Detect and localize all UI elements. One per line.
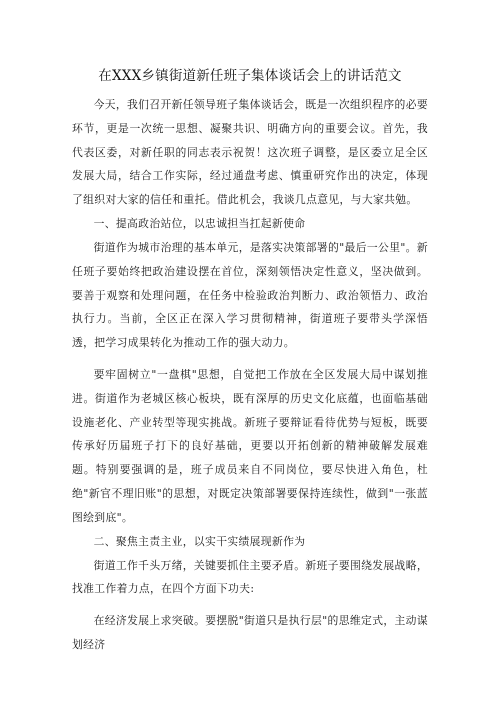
paragraph-intro: 今天，我们召开新任领导班子集体谈话会，既是一次组织程序的必要环节，更是一次统一思想、凝聚共识、明确方向的重要会议。首先，我代表区委，对新任职的同志表示祝贺！这次班子调整，是区委立足全区发展大局，结合工作实际，经过通盘考虑、慎重研究作出的决定，体现了组织对大家的信任和重托。借此机会，我谈几点意见，与大家共勉。 bbox=[72, 98, 428, 207]
paragraph-economy: 在经济发展上求突破。要摆脱"街道只是执行层"的思维定式，主动谋划经济 bbox=[72, 614, 428, 651]
document-title: 在XXX乡镇街道新任班子集体谈话会上的讲话范文 bbox=[98, 68, 402, 84]
paragraph-political: 街道作为城市治理的基本单元，是落实决策部署的"最后一公里"。新任班子要始终把政治建设摆在首位，深刻领悟决定性意义，坚决做到。要善于观察和处理问题，在任务中检验政治判断力、政治领悟力、政治执行力。当前，全区正在深入学习贯彻精神，街道班子要带头学深悟透，把学习成果转化为推动工作的强大动力。 bbox=[72, 240, 428, 350]
paragraph-main-work: 街道工作千头万绪，关键要抓住主要矛盾。新班子要围绕发展战略，找准工作着力点，在四个方面下功夫: bbox=[72, 558, 428, 596]
section-heading-1: 一、提高政治站位，以忠诚担当扛起新使命 bbox=[93, 216, 306, 230]
section-heading-2: 二、聚焦主责主业，以实干实绩展现新作为 bbox=[93, 534, 306, 548]
paragraph-overall-plan: 要牢固树立"一盘棋"思想，自觉把工作放在全区发展大局中谋划推进。街道作为老城区核心板块，既有深厚的历史文化底蕴，也面临基础设施老化、产业转型等现实挑战。新班子要辩证看待优势与短板，既要传承好历届班子打下的良好基础，更要以开拓创新的精神破解发展难题。特别要强调的是，班子成员来自不同岗位，要尽快进入角色，杜绝"新官不理旧账"的思想，对既定决策部署要保持连续性，做到"一张蓝图绘到底"。 bbox=[72, 367, 428, 524]
document-body bbox=[72, 93, 428, 657]
